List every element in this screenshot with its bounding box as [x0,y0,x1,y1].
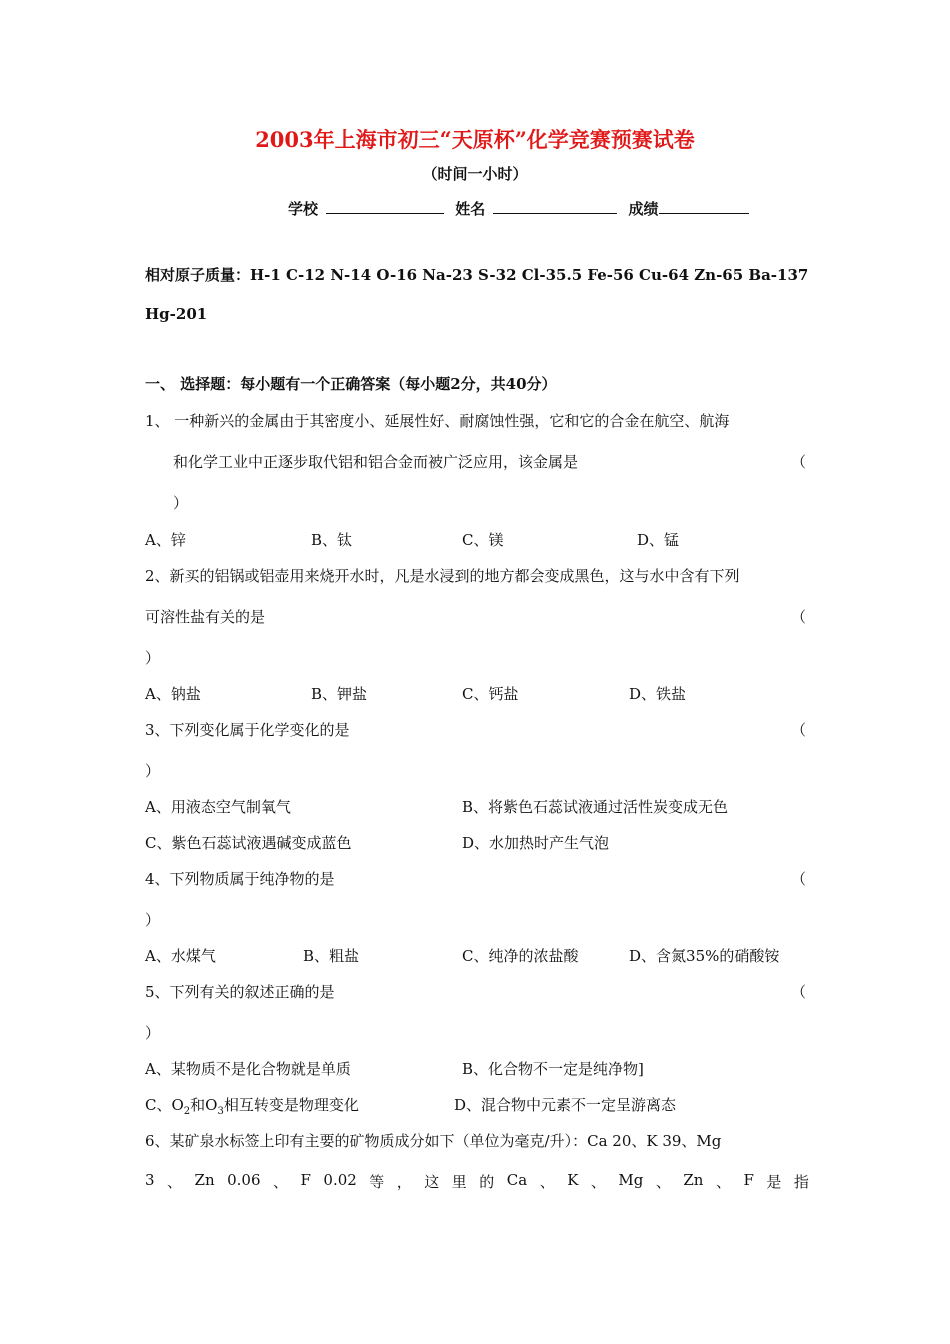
q3-answer-paren-open: （ [791,721,807,739]
q2-answer-paren-open: （ [791,608,807,626]
q6-token: K [567,1171,579,1189]
q1-option-b: B、钛 [311,531,353,549]
q5-option-d: D、混合物中元素不一定呈游离态 [454,1096,677,1114]
q6-token: 里 [451,1173,467,1191]
q5-option-c-prefix: C、O [145,1096,184,1114]
q1-answer-paren-open: （ [791,453,807,471]
q6-token: 0.06 [227,1171,261,1189]
q6-token: 、 [655,1173,671,1191]
q6-token: 、 [590,1173,606,1191]
q6-token: Zn [194,1171,215,1189]
atomic-mass-line-1: 相对原子质量：H-1 C-12 N-14 O-16 Na-23 S-32 Cl-35.5 Fe-56 Cu-64 Zn-65 Ba-137 [145,266,809,284]
q2-option-d: D、铁盐 [629,685,687,703]
q1-option-a: A、锌 [145,531,186,549]
score-label: 成绩 [628,200,659,218]
name-label: 姓名 [455,200,486,218]
q6-stem-line-2 [145,1171,809,1192]
q6-token: F [300,1171,311,1189]
q6-token: 、 [539,1173,555,1191]
q6-token: 等 [369,1173,385,1191]
school-blank[interactable] [326,199,444,214]
q1-option-c: C、镁 [462,531,504,549]
q5-option-c-rest: 相互转变是物理变化 [223,1096,359,1114]
q6-token: 指 [793,1173,809,1191]
name-blank[interactable] [493,199,617,214]
q3-stem: 3、下列变化属于化学变化的是 [145,721,350,739]
q6-token: 这 [424,1173,440,1191]
q5-option-c-sub-2: 2 [183,1106,191,1117]
q4-option-b: B、粗盐 [303,947,360,965]
q6-token: 、 [715,1173,731,1191]
q3-option-a: A、用液态空气制氧气 [145,798,291,816]
q5-answer-paren-close: ） [145,1024,161,1042]
q2-option-c: C、钙盐 [462,685,519,703]
q2-answer-paren-close: ） [145,649,161,667]
q1-stem-line-1: 1、 一种新兴的金属由于其密度小、延展性好、耐腐蚀性强，它和它的合金在航空、航海 [145,412,730,430]
q5-option-a: A、某物质不是化合物就是单质 [145,1060,351,1078]
q2-option-a: A、钠盐 [145,685,201,703]
q4-answer-paren-open: （ [791,870,807,888]
q6-token: 的 [479,1173,495,1191]
q6-token: Ca [506,1171,528,1189]
q6-token: Zn [683,1171,704,1189]
q4-option-c: C、纯净的浓盐酸 [462,947,579,965]
q5-option-b: B、化合物不一定是纯净物] [462,1060,644,1078]
q6-token: 、 [273,1173,289,1191]
score-blank[interactable] [659,199,749,214]
q6-token: 0.02 [323,1171,357,1189]
q2-option-b: B、钾盐 [311,685,368,703]
q4-option-a: A、水煤气 [145,947,216,965]
q6-token: F [743,1171,754,1189]
q2-stem-line-1: 2、新买的铝锅或铝壶用来烧开水时，凡是水浸到的地方都会变成黑色，这与水中含有下列 [145,567,740,585]
q1-answer-paren-close: ） [173,494,189,512]
q6-token: 、 [167,1173,183,1191]
q4-stem: 4、下列物质属于纯净物的是 [145,870,335,888]
student-info-fields [288,198,755,219]
q1-option-d: D、锰 [637,531,680,549]
q6-token: Mg [618,1171,644,1189]
q1-stem-line-2: 和化学工业中正逐步取代铝和铝合金而被广泛应用，该金属是 [173,453,579,471]
q3-answer-paren-close: ） [145,762,161,780]
q5-stem: 5、下列有关的叙述正确的是 [145,983,335,1001]
q4-answer-paren-close: ） [145,911,161,929]
section-heading: 一、 选择题：每小题有一个正确答案（每小题2分，共40分） [145,375,557,393]
q3-option-c: C、紫色石蕊试液遇碱变成蓝色 [145,834,352,852]
q5-answer-paren-open: （ [791,983,807,1001]
q6-token: 是 [766,1173,782,1191]
q6-stem-line-1: 6、某矿泉水标签上印有主要的矿物质成分如下（单位为毫克/升）：Ca 20、K 39、Mg [145,1132,722,1150]
q2-stem-line-2: 可溶性盐有关的是 [145,608,266,626]
q3-option-b: B、将紫色石蕊试液通过活性炭变成无色 [462,798,729,816]
q3-option-d: D、水加热时产生气泡 [462,834,610,852]
q5-option-c-mid: 和O [190,1096,218,1114]
exam-duration: （时间一小时） [422,165,528,183]
q5-option-c-sub-3: 3 [217,1106,224,1117]
q5-option-c [145,1094,359,1117]
q4-option-d: D、含氮35%的硝酸铵 [629,947,780,965]
school-label: 学校 [288,200,319,218]
q6-token: 3 [145,1171,155,1189]
q6-token: ， [396,1173,412,1191]
atomic-mass-line-2: Hg-201 [145,305,208,323]
exam-title: 2003年上海市初三“天原杯”化学竞赛预赛试卷 [255,127,695,152]
